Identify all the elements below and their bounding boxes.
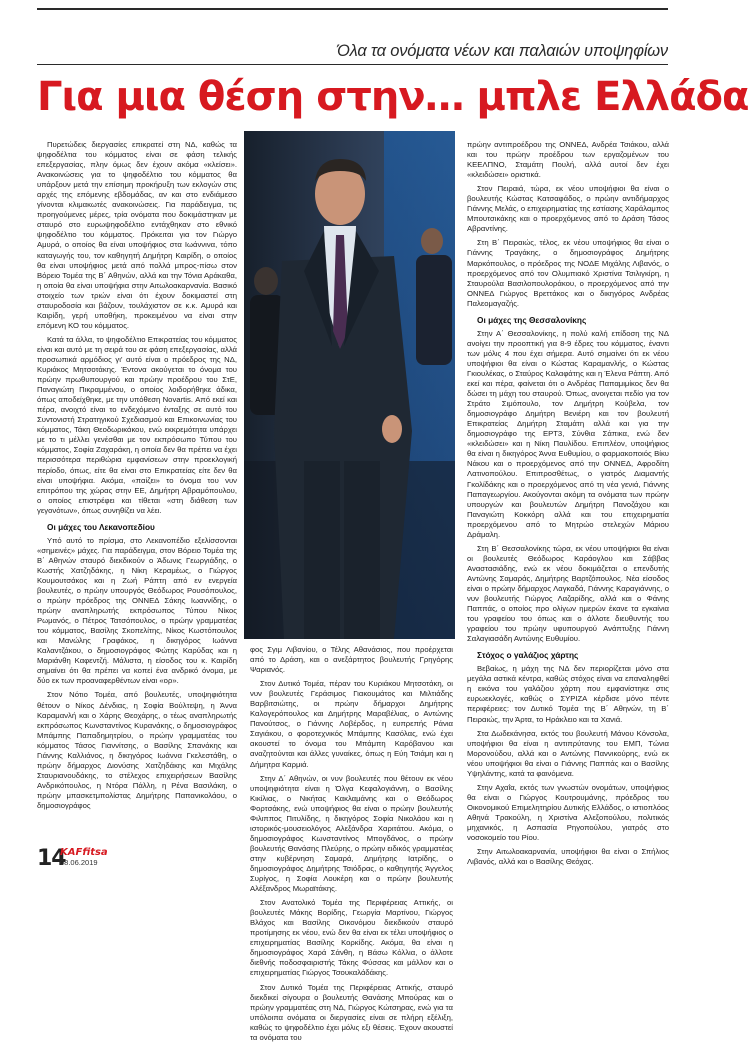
subheading: Οι μάχες της Θεσσαλονίκης — [477, 314, 587, 325]
subheading: Οι μάχες του Λεκανοπεδίου — [47, 521, 155, 532]
paragraph: Κατά τα άλλα, το ψηφοδέλτιο Επικρατείας του κόμματος είναι και αυτό με τη σειρά του σε φάση επεξεργασίας, αλλά προσωπικά αρμόδιος γι' αυτό είναι ο πρόεδρος της ΝΔ, Κυριάκος Μητσοτάκης. Έντονα ακούγεται το όνομα του πρώην πρωθυπουργού και πρώην προέδρου του ΣτΕ, Παναγιώτη Πικραμμένου, ο οποίος λοιδορήθηκε άδικα, όπως αποδείχθηκε, με την υπόθεση Novartis. Από εκεί και πέρα, ανοιχτό είναι το ενδεχόμενο ένταξης σε αυτό του Συντονιστή Στρατηγικού Σχεδιασμού και Επικοινωνίας του κόμματος, Τάκη Θεοδωρικάκου, ενώ εκκρεμότητα υπάρχει με το τι μέλλει γενέσθαι με τον εκπρόσωπο Τύπου του κόμματος, Σοφία Ζαχαράκη, η οποία δεν θα πρέπει να έχει περισσότερα περιθώρια εμφανίσεων στην προεκλογική περίοδο, όπως, είτε θα είναι στο Επικρατείας είτε δεν θα είναι υποψήφια. Ακόμα, «παίζει» το όνομα του νυν επιτρόπου της χώρας στην ΕΕ, Δημήτρη Αβραμόπουλου, ο οποίος επιστρέφει και τίθεται «στη διάθεση των γεγονότων», όπως συνηθίζει να λέει. — [37, 334, 237, 515]
paragraph: Στην Αχαΐα, εκτός των γνωστών ονομάτων, υποψήφιος θα είναι ο Γιώργος Κουτρουμάνης, πρόεδρος του Οικονομικού Επιμελητηρίου Δυτικής Ελλάδος, ο ιστιοπλόος Αθηνά Τρακούλη, η Χριστίνα Αλεξοπούλου, πολιτικός μηχανικός, η Ασπασία Ρηγοπούλου, γιατρός στο νοσοκομείο του Ρίου. — [467, 782, 669, 843]
article-column-1 — [37, 140, 237, 840]
paragraph: Στην Α΄ Θεσσαλονίκης, η πολύ καλή επίδοση της ΝΔ ανοίγει την προοπτική για 8-9 έδρες του κόμματος, έναντι των μόλις 4 που έχει σήμερα. Αυτό σημαίνει ότι εκ νέου υποψήφιοι θα είναι ο Κώστας Καραμανλής, ο Κώστας Γκιουλέκας, ο Σταύρος Καλαφάτης και η Έλενα Ράπτη. Από εκεί και πέρα, φαίνεται ότι ο Ανδρέας Παπαμιμίκος δεν θα δώσει τη μάχη του σταυρού. Όπως, ανοιγεται πεδίο για τον Στράτο Σιμόπουλο, τον Δημήτρη Κούβελα, τον δημοσιογράφο Δημήτρη Βενιέρη και τον βουλευτή Επικρατείας Δημήτρη Σταμάτη αλλά και για την δημοσιογράφο της ΕΡΤ3, Σύνθια Σάπικα, ενώ δεν «κλειδώσει» και η Νίκη Παυλίδου. Επιπλέον, υποψήφιος θα είναι η δικηγόρος Άννα Ευθυμίου, ο φαρμακοποιός Βίκυ Νάκου και ο προερχόμενος από την ΟΝΝΕΔ, Αφροδίτη Λατινοπούλου. Επιπροσθέτως, ο γιατρός Διαμαντής Γκολίδάκης και ο προερχόμενος από τη νέα γενιά, Γιάννης Παπαγεωργίου. Ακούγονται ακόμη τα ονόματα των πρώην υπουργών και βουλευτών Δημήτρη Πανοζάχου και Παναγιώτη Κοκκόρη αλλά και του επιχειρηματία προερχόμενου από το Μητρώο στελεχών Μάριου Δράμαλη. — [467, 328, 669, 539]
paragraph: Στον Πειραιά, τώρα, εκ νέου υποψήφιοι θα είναι ο βουλευτής Κώστας Κατσαφάδος, ο πρώην αντιδήμαρχος Γιάννης Μελάς, ο επιχειρηματίας της εστίασης Χαράλαμπος Μπουτσικάκης και ο προερχόμενος από το Δράση Τάσος Αβραντίνης. — [467, 184, 669, 234]
paragraph: Στον Δυτικό Τομέα, πέραν του Κυριάκου Μητσοτάκη, οι νυν βουλευτές Γεράσιμος Γιακουμάτος και Μιλτιάδης Βαρβιτσιώτης, οι πρώην δήμαρχοι Δημήτρης Καλογερόπουλος και Δημήτρης Μαραβέλιας, ο Αντώνης Πανούτσος, ο Γιάννης Λοβέρδος, η ευπρεπής Ράνια Σαγιάκου, ο φοροτεχνικός Μπάμπης Κασόλας, ενώ έχει ακουστεί το όνομα του Μπάμπη Καρόβανου και αναζητούνται και άλλες γυναίκες, όπως η Εύη Τσιάμη και η Δήμητρα Καρμιά. — [250, 679, 453, 769]
paragraph: Στα Δωδεκάνησα, εκτός του βουλευτή Μάνου Κόνσολα, υποψήφιοι θα είναι η αντιπρύτανης του ΕΜΠ, Τώνια Μορονούδου, αλλά και ο Αντώνης Παννικούρης, ενώ εκ νέου υποψήφιοι θα είναι ο Γιάννης Παππάς και ο Βασίλης Υψηλάντης, κατά τα φαινόμενα. — [467, 728, 669, 778]
paragraph: Στον Νότιο Τομέα, από βουλευτές, υποψηφιότητα θέτουν ο Νίκος Δένδιας, η Σοφία Βούλτεψη, η Άννα Καραμανλή και ο Χάρης Θεοχάρης, ο τέως αναπληρωτής εκπρόσωπος Κωνσταντίνος Κυρανάκης, ο δημοσιογράφος Μπάμπης Παπαδημητρίου, ο πρώην γραμματέας του κόμματος Τάσος Γιαννίτσης, ο Βασίλης Σπανάκης και Γιάννης Καλλιάνος, η δικηγόρος Ιωάννα Γκελεστάθη, ο πρώην δήμαρχος Διονύσης Χατζηδάκης και Μιχάλης Σταυριανουδάκης, το στέλεχος επιχειρήσεων Βασίλης Ανδρικόπουλος, η Ντόρα Πάλλη, η Ρένα Βασιλάκη, ο πρώην μπασκετμπολίστας Δημήτρης Παπανικολάου, ο δημοσιογράφος — [37, 690, 237, 810]
subheading: Στόχος ο γαλάζιος χάρτης — [477, 650, 579, 661]
publication-date: 08.06.2019 — [60, 858, 98, 867]
header-rule — [37, 64, 668, 65]
paragraph: Στη Β΄ Θεσσαλονίκης τώρα, εκ νέου υποψήφιοι θα είναι οι βουλευτές Θεόδωρος Καράογλου και Σάββας Αναστασιάδης, ενώ εκ νέου δοκιμάζεται ο επενδυτής Αντώνης Σαμαράς, Δημήτρης Βαρτζόπουλος. Νέα είσοδος είναι ο πρώην δήμαρχος Λαγκαδά, Γιάννης Καραγιάννης, ο νυν βουλευτής Γιώργος Λαζαρίδης, αλλά και ο Φάνης Παππάς, ο οποίος προ ολίγων ημερών έκανε τα εγκαίνια του γραφείου του όπως και ο άλλοτε διευθυντής του γραφείου του πρώην υφυπουργού Ανάπτυξης Γιάννη Σαλαγιασάδη Αντώνης Ευθυμίου. — [467, 543, 669, 644]
article-column-2 — [250, 645, 453, 1042]
paragraph: Στην Αιτωλοακαρνανία, υποψήφιοι θα είναι ο Σπήλιος Λιβανός, αλλά και ο Βασίλης Θεόχας. — [467, 847, 669, 867]
top-rule — [37, 8, 668, 10]
paragraph: Βεβαίως, η μάχη της ΝΔ δεν περιορίζεται μόνο στα μεγάλα αστικά κέντρα, καθώς στόχος είναι να επαναληφθεί η εικόνα του γαλάζιου χάρτη που εμφανίστηκε στις ευρωεκλογές, καθώς ο ΣΥΡΙΖΑ κέρδισε μόνο πέντε περιφέρειες: τον Δυτικό Τομέα της Β΄ Αθηνών, τη Β΄ Πειραιώς, την Άρτα, το Ηράκλειο και τα Χανιά. — [467, 664, 669, 724]
headline: Για μια θέση στην… μπλε Ελλάδα — [37, 74, 749, 120]
photo-politician — [244, 131, 455, 639]
paragraph: φος Σγιμ Λιβανίου, ο Τέλης Αθανάσιος, που προέρχεται από το Δράση, και ο ανεξάρτητος βουλευτής Γρηγόρης Ψαριανός. — [250, 645, 453, 675]
overline: Όλα τα ονόματα νέων και παλαιών υποψηφίων — [336, 42, 668, 60]
paragraph: Πυρετώδεις διεργασίες επικρατεί στη ΝΔ, καθώς τα ψηφοδέλτια του κόμματος είναι σε φάση τελικής επεξεργασίας, πλην όμως δεν έχουν ακόμα «κλείσει». Ανακοινώσεις για το ψηφοδέλτιο του κόμματος θα υπάρξουν μετά την επίσημη προκήρυξη των εκλογών στις αρχές της επόμενης εβδομάδας, αν και στο ενδιάμεσο γίνονται κλιμακωτές ανακοινώσεις. Για παράδειγμα, τις προηγούμενες μέρες, τρία ονόματα που δοκιμάστηκαν με σταυρό στο ευρωψηφοδέλτιο εντάχθηκαν στο εθνικό ψηφοδέλτιο του κόμματος. Πρόκειται για τον Γιώργο Αμυρά, ο οποίος θα είναι υποψήφιος στα Ιωάννινα, τόπο καταγωγής του, τον καθηγητή Δημήτρη Καιρίδη, ο οποίος θα είναι υποψήφιος μετά από πολλά μπρος-πίσω στον Βόρειο Τομέα της Β΄ Αθηνών, αλλά και την Τόνια Αράκαθα, η οποία θα είναι υποψήφια στην Αιτωλοακαρνανία. Βασικό στοιχείο των τριών είναι ότι έχουν δοκιμαστεί στη σταυροδοσία και βάζουν, τουλάχιστον σε κ.κ. Αμυρά και Καιρίδη, γερή υποθήκη, προκειμένου να είναι στην επόμενη ΚΟ του κόμματος. — [37, 140, 237, 330]
paragraph: Υπό αυτό το πρίσμα, στο Λεκανοπέδιο εξελίσσονται «σημεινές» μάχες. Για παράδειγμα, στον Βόρειο Τομέα της Β΄ Αθηνών σταυρό διεκδικούν ο Άδωνις Γεωργιάδης, ο Κωστής Χατζηδάκης, η Νίκη Κεραμέως, ο Γιώργος Κουμουτσάκος και η Ζωή Ράπτη από εν ενεργεία βουλευτές, ο πρώην υπουργός Θεόδωρος Ρουσόπουλος, ο πρώην πρόεδρος της ΟΝΝΕΔ Σάκης Ιωαννίδης, ο πρώην αναπληρωτής εκπρόσωπος Τύπου Νίκος Ρωμανός, ο Πέτρος Τατσόπουλος, ο πρώην γραμματέας του κόμματος, Βασίλης Σκοπελίτης, Νίκος Κωστόπουλος και Μανώλης Γραφάκος, η δικηγόρος Ιωάννα Καλαντζάκου, ο δημοσιογράφος Φώτης Καρύδας και η Μαριάνθη Καφεντζή. Μάλιστα, η είσοδος του κ. Καιρίδη σημαίνει ότι θα πρέπει να κοπεί ένα ανδρικό όνομα, με δύο εκ των προαναφερθέντων είναι «ορ». — [37, 535, 237, 686]
paragraph: Στον Δυτικό Τομέα της Περιφέρειας Αττικής, σταυρό διεκδικεί σίγουρα ο βουλευτής Θανάσης Μπούρας και ο πρώην γραμματέας στη ΝΔ, Γιώργος Κώτσηρας, ενώ για τα υπόλοιπα ονόματα οι διεργασίες είναι σε πλήρη εξέλιξη, καθώς το ψηφοδέλτιο έχει μόλις εξι θέσεις. Έχουν ακουστεί τα ονόματα του — [250, 982, 453, 1042]
paragraph: Στη Β΄ Πειραιώς, τέλος, εκ νέου υποψήφιος θα είναι ο Γιάννης Τραγάκης, ο δημοσιογράφος Δημήτρης Μαρκόπουλος, ο πρόεδρος της ΝΟΔΕ Μιχάλης Λιβανός, ο προερχόμενος από τον Ολυμπιακό Χριστίνα Τσιλιγκίρη, η Σταυρούλα Βασιλοπουλοράκου, ο προερχόμενος από την ΟΝΝΕΔ Γιώργος Βρεττάκος και ο δικηγόρος Ανδρέας Παλεομαγαζής. — [467, 238, 669, 308]
article-column-3 — [467, 140, 669, 867]
publication-brand: KAFfitsa — [60, 847, 108, 858]
page-number: 14 — [37, 846, 66, 871]
paragraph: Στην Δ΄ Αθηνών, οι νυν βουλευτές που θέτουν εκ νέου υποψηφιότητα είναι η Όλγα Κεφαλογιάννη, ο Βασίλης Κικίλιας, ο Νικήτας Κακλαμάνης και ο Θεόδωρος Φορτσάκης, ενώ υποψήφιος θα είναι ο πρώην βουλευτής Φιλιππος Πιτυλίδης, η δικηγόρος Σοφία Νικολάου και η ιστορικός-μουσειολόγος Αλεξάνδρα Χαριτάτου. Ακόμα, ο δημοσιογράφος Κωνσταντίνος Μπογδάνος, ο πρώην βουλευτής Θανάσης Πλεύρης, ο πρώην ειδικός γραμματέας στην κυβέρνηση Σαμαρά, Δημήτρης Ιατρίδης, ο δημοσιογράφος Δημήτρης Τσιόδρας, ο καθηγητής Άγγελος Συρίγος, η Σοφία Λουκέρη και ο πρώην βουλευτής Αλέξανδρος Μωραϊτάκης. — [250, 773, 453, 894]
paragraph: πρώην αντιπροέδρου της ΟΝΝΕΔ, Ανδρέα Τσιάκου, αλλά και του πρώην προέδρου των εργαζομένων του ΚΕΕΛΠΝΟ, Σταμάτη Πουλή, αλλά αυτοί δεν έχει «κλειδώσει» οριστικά. — [467, 140, 669, 180]
paragraph: Στον Ανατολικό Τομέα της Περιφέρειας Αττικής, οι βουλευτές Μάκης Βορίδης, Γεωργία Μαρτίνου, Γιώργος Βλάχος και Βασίλης Οικονόμου διεκδικούν σταυρό προτίμησης εκ νέου, ενώ δεν θα είναι εκ τέλει υποψήφιος ο επιχειρηματίας Βασίλης Κορκίδης. Ακόμα, θα είναι η δημοσιογράφος Χαρά Σάνθη, η Βάσω Κόλλια, ο άλλοτε διεθνής ποδοσφαιριστής Τάκης Φύσσας και μάλλον και ο επιχειρηματίας Γιώργος Τσουκαλάδάκης. — [250, 898, 453, 978]
